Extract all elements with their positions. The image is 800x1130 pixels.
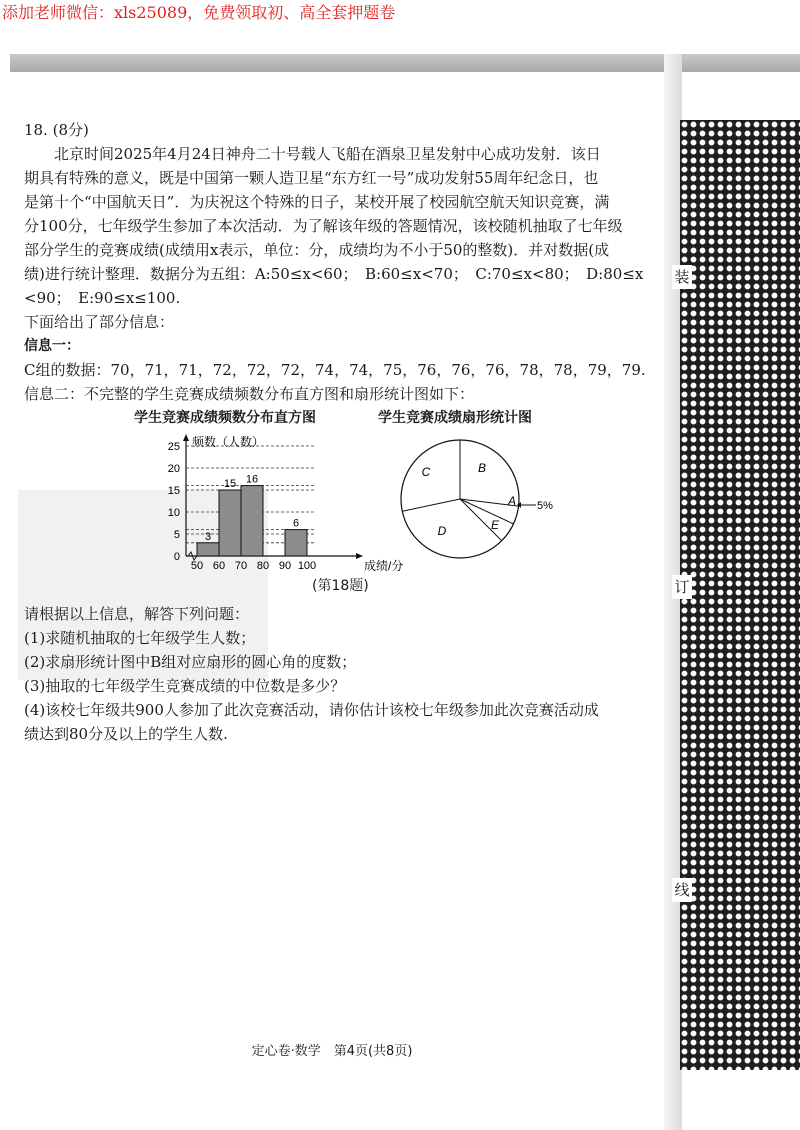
intro-line-6: 绩)进行统计整理．数据分为五组：A:50≤x<60； B:60≤x<70； C:70≤x<80； D:80≤x <box>24 265 644 283</box>
histogram-chart <box>126 432 426 582</box>
binding-mark-zhuang: 装 <box>672 265 692 289</box>
subquestion-1: (1)求随机抽取的七年级学生人数； <box>24 629 256 647</box>
figure-area <box>24 432 664 602</box>
hist-bar-1 <box>219 490 241 556</box>
pie-label-C: C <box>421 465 431 479</box>
hist-y-tick-25: 25 <box>167 441 180 453</box>
hist-bar-label-1: 15 <box>223 478 237 490</box>
info1-label: 信息一： <box>24 338 80 354</box>
intro-line-3: 是第十个“中国航天日”．为庆祝这个特殊的日子，某校开展了校园航空航天知识竞赛，满 <box>24 193 610 211</box>
pie-label-E: E <box>490 518 500 532</box>
question-points: (8分) <box>52 121 89 139</box>
hist-bar-0 <box>197 543 219 556</box>
subquestion-4-cont: 绩达到80分及以上的学生人数. <box>24 725 228 743</box>
hist-x-tick-90: 90 <box>278 560 292 572</box>
hist-x-label: 成绩/分 <box>364 559 404 573</box>
question-intro <box>24 142 664 310</box>
hist-x-tick-100: 100 <box>297 560 317 572</box>
binding-mark-ding: 订 <box>672 575 692 599</box>
binding-mark-xian: 线 <box>672 878 692 902</box>
figure-caption: (第18题) <box>312 578 369 594</box>
hist-bar-label-0: 3 <box>204 530 212 543</box>
hist-y-tick-10: 10 <box>167 507 180 519</box>
hist-x-tick-80: 80 <box>256 560 270 572</box>
subquestion-3: (3)抽取的七年级学生竞赛成绩的中位数是多少？ <box>24 677 346 695</box>
hist-bar-2 <box>241 486 263 556</box>
question-header <box>24 118 664 142</box>
pie-label-D: D <box>437 524 447 538</box>
info2-line: 信息二：不完整的学生竞赛成绩频数分布直方图和扇形统计图如下： <box>24 385 475 403</box>
intro-line-4: 分100分，七年级学生参加了本次活动．为了解该年级的答题情况，该校随机抽取了七年级 <box>24 217 623 235</box>
intro-line-2: 期具有特殊的意义，既是中国第一颗人造卫星“东方红一号”成功发射55周年纪念日，也 <box>24 169 599 187</box>
intro-line-1: 北京时间2025年4月24日神舟二十号载人飞船在酒泉卫星发射中心成功发射．该日 <box>54 145 601 163</box>
binding-pattern-strip <box>680 120 800 1070</box>
promo-banner: 添加老师微信：xls25089，免费领取初、高全套押题卷 <box>2 3 396 22</box>
intro-line-5: 部分学生的竞赛成绩(成绩用x表示，单位：分，成绩均为不小于50的整数)．并对数据(成 <box>24 241 610 259</box>
page-footer: 定心卷·数学 第4页(共8页) <box>251 1044 413 1059</box>
prompt-line: 请根据以上信息，解答下列问题： <box>24 605 250 623</box>
hist-x-tick-60: 60 <box>212 560 226 572</box>
info1-data: C组的数据：70，71，71，72，72，72，74，74，75，76，76，76，78，78，79，79. <box>24 361 646 379</box>
histogram-title: 学生竞赛成绩频数分布直方图 <box>134 410 316 426</box>
hist-y-axis-arrow <box>183 434 189 441</box>
subquestions <box>24 602 664 746</box>
subquestion-4: (4)该校七年级共900人参加了此次竞赛活动，请你估计该校七年级参加此次竞赛活动成 <box>24 701 599 719</box>
chart-titles <box>24 406 664 432</box>
given-line: 下面给出了部分信息： <box>24 313 175 331</box>
hist-y-tick-0: 0 <box>173 551 180 563</box>
hist-bar-4 <box>285 530 307 556</box>
hist-x-tick-50: 50 <box>190 560 204 572</box>
pie-title: 学生竞赛成绩扇形统计图 <box>378 410 532 426</box>
hist-bar-label-2: 16 <box>245 473 259 486</box>
hist-y-tick-5: 5 <box>173 529 180 541</box>
hist-y-label: 频数（人数） <box>192 435 265 449</box>
pie-divider-4 <box>402 499 460 511</box>
pie-label-B: B <box>477 461 487 475</box>
intro-line-7: <90； E:90≤x≤100. <box>24 289 181 307</box>
hist-bar-label-4: 6 <box>292 517 300 530</box>
pie-label-A: A <box>507 494 517 508</box>
hist-x-tick-70: 70 <box>234 560 248 572</box>
hist-x-axis-arrow <box>356 553 363 559</box>
pie-chart <box>398 432 553 582</box>
question-number: 18. <box>24 121 48 139</box>
pie-annotation-percent: 5% <box>537 500 553 512</box>
subquestion-2: (2)求扇形统计图中B组对应扇形的圆心角的度数； <box>24 653 357 671</box>
hist-y-tick-15: 15 <box>167 485 180 497</box>
question-18 <box>24 118 664 746</box>
hist-y-tick-20: 20 <box>167 463 180 475</box>
